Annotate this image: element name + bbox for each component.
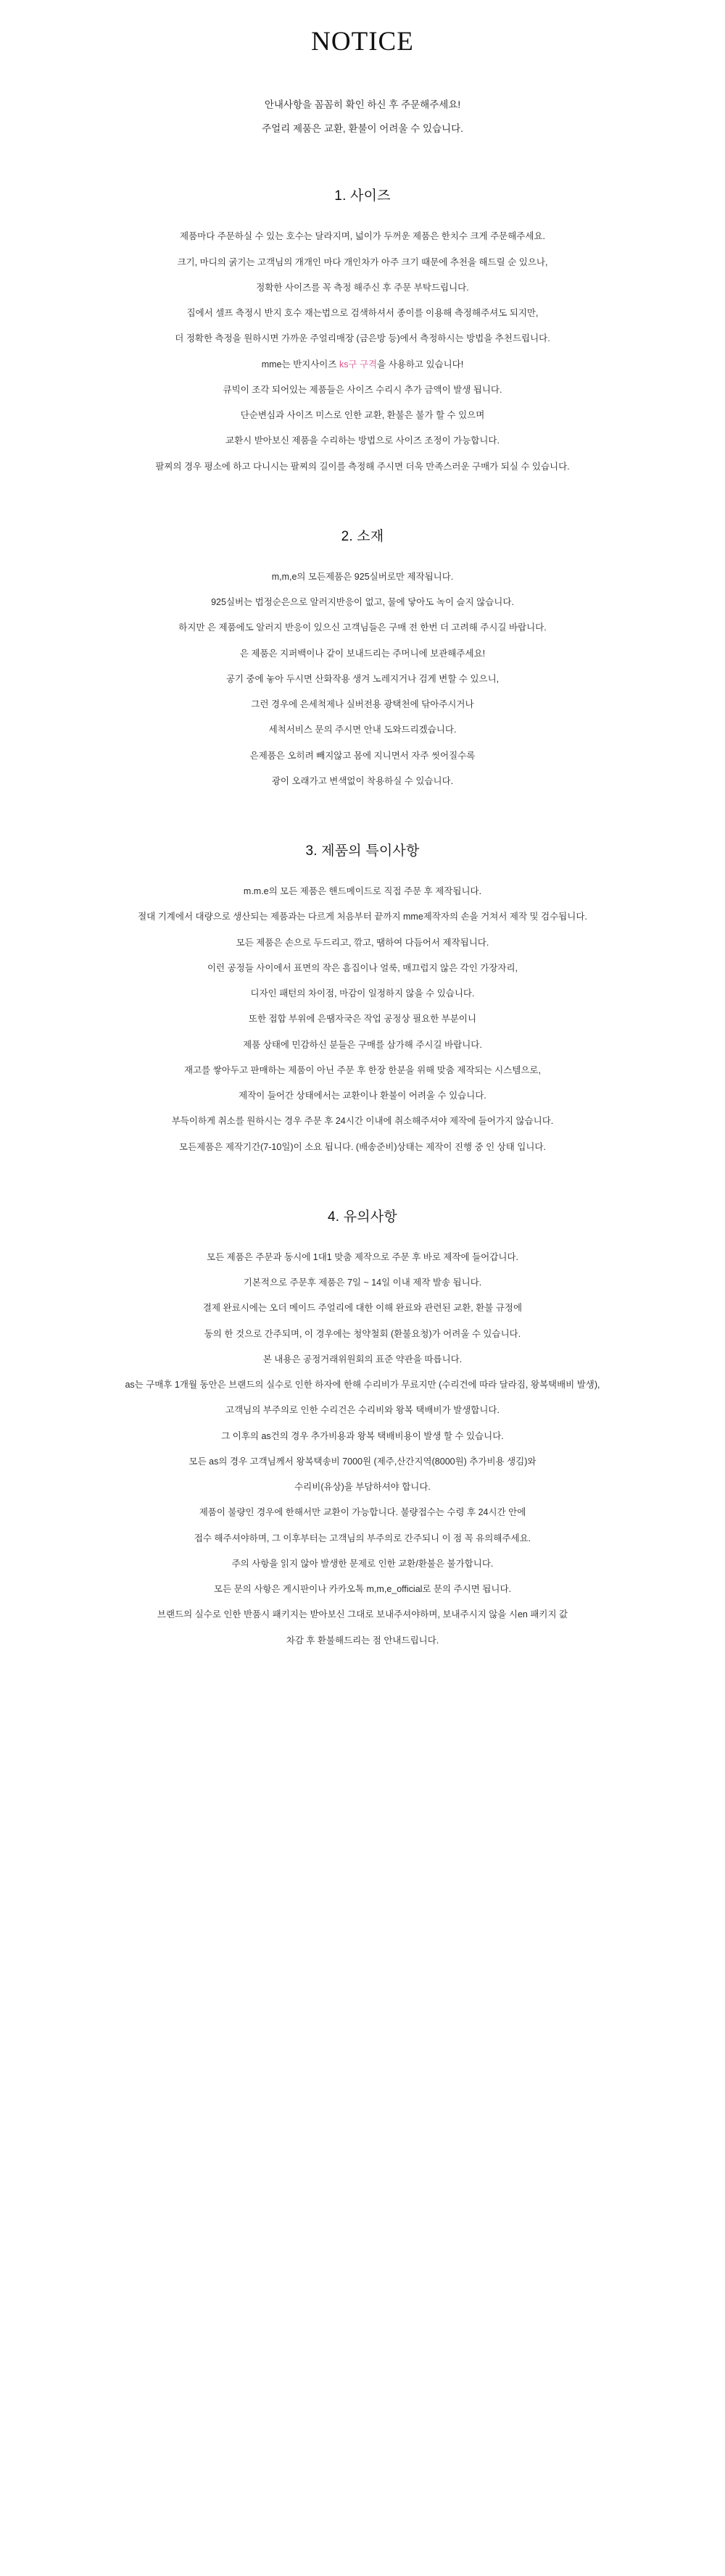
section-material-heading: 2. 소재 (341, 528, 384, 544)
section-caution-line-5: 본 내용은 공정거래위원회의 표준 약관을 따릅니다. (262, 1354, 463, 1364)
section-material-line-9: 광이 오래가고 변색없이 착용하실 수 있습니다. (271, 775, 454, 786)
section-caution-line-6: as는 구매후 1개월 동안은 브랜드의 실수로 인한 하자에 한해 수리비가 무료지만 (수리건에 따라 달라짐, 왕복택배비 발생), (125, 1380, 600, 1390)
page-title: NOTICE (311, 27, 414, 57)
section-size-highlight-line (0, 357, 725, 372)
section-material-line-8: 은제품은 오히려 빼지않고 몸에 지니면서 자주 씻어질수록 (249, 750, 476, 761)
section-size-line-1: 제품마다 주문하실 수 있는 호수는 달라지며, 넓이가 두꺼운 제품은 한치수 크게 주문해주세요. (180, 231, 545, 242)
section-size-line-7: 단순변심과 사이즈 미스로 인한 교환, 환불은 불가 할 수 있으며 (240, 410, 485, 420)
section-caution-heading: 4. 유의사항 (328, 1209, 397, 1225)
section-caution-line-4: 동의 한 것으로 간주되며, 이 경우에는 청약철회 (환불요청)가 어려울 수 있습니다. (204, 1328, 521, 1339)
highlight-suffix: 을 사용하고 있습니다! (377, 359, 464, 370)
intro-line-1: 안내사항을 꼼꼼히 확인 하신 후 주문해주세요! (264, 99, 461, 110)
section-material-line-7: 세척서비스 문의 주시면 안내 도와드리겠습니다. (268, 725, 457, 735)
section-material-line-3: 하지만 은 제품에도 알러지 반응이 있으신 고객님들은 구매 전 한번 더 고려해 주시길 바랍니다. (178, 622, 547, 633)
section-features-line-6: 또한 접합 부위에 은땜자국은 작업 공정상 필요한 부분이니 (248, 1014, 477, 1025)
section-size-line-4: 집에서 셀프 측정시 반지 호수 재는법으로 검색하셔서 종이를 이용해 측정해주셔도 되지만, (186, 308, 539, 318)
section-caution (0, 1206, 725, 1648)
section-size-line-2: 크기, 마디의 굵기는 고객님의 개개인 마다 개인차가 아주 크기 때문에 추천을 해드릴 순 있으나, (177, 257, 548, 267)
section-features-line-5: 디자인 패턴의 차이점, 마감이 일정하지 않을 수 있습니다. (250, 988, 475, 999)
section-size (0, 185, 725, 475)
section-caution-line-7: 고객님의 부주의로 인한 수리건은 수리비와 왕복 택배비가 발생합니다. (225, 1405, 500, 1416)
section-caution-line-1: 모든 제품은 주문과 동시에 1대1 맞춤 제작으로 주문 후 바로 제작에 들어갑니다. (207, 1251, 518, 1262)
section-caution-body (0, 1250, 725, 1648)
section-size-line-9: 팔찌의 경우 평소에 하고 다니시는 팔찌의 길이를 측정해 주시면 더욱 만족스러운 구매가 되실 수 있습니다. (155, 461, 570, 472)
section-features-line-1: m.m.e의 모든 제품은 핸드메이드로 직접 주문 후 제작됩니다. (243, 886, 482, 896)
section-caution-line-13: 주의 사항을 읽지 않아 발생한 문제로 인한 교환/환불은 불가합니다. (231, 1558, 494, 1569)
highlight-prefix: mme는 반지사이즈 (261, 359, 339, 370)
section-features-line-3: 모든 제품은 손으로 두드리고, 깎고, 땜하여 다듬어서 제작됩니다. (236, 937, 489, 948)
section-size-line-8: 교환시 받아보신 제품을 수리하는 방법으로 사이즈 조정이 가능합니다. (225, 435, 500, 446)
section-caution-line-2: 기본적으로 주문후 제품은 7일 ~ 14일 이내 제작 발송 됩니다. (243, 1277, 482, 1288)
intro-block (0, 96, 725, 137)
section-features-line-8: 재고를 쌓아두고 판매하는 제품이 아닌 주문 후 한장 한분을 위해 맞춤 제작되는 시스템으로, (184, 1064, 541, 1075)
section-features-line-10: 부득이하게 취소를 원하시는 경우 주문 후 24시간 이내에 취소해주셔야 제작에 들어가지 않습니다. (171, 1116, 554, 1127)
section-features (0, 840, 725, 1155)
section-material-line-4: 은 제품은 지퍼백이나 같이 보내드리는 주머니에 보관해주세요! (239, 648, 486, 659)
section-material-line-1: m,m,e의 모든제품은 925실버로만 제작됩니다. (271, 571, 454, 582)
section-features-line-11: 모든제품은 제작기간(7-10일)이 소요 됩니다. (배송준비)상태는 제작이 진행 중 인 상태 입니다. (179, 1141, 546, 1152)
section-material (0, 525, 725, 789)
section-caution-line-15: 브랜드의 실수로 인한 반품시 패키지는 받아보신 그대로 보내주셔야하며, 보내주시지 않을 시en 패키지 값 (157, 1609, 568, 1620)
section-caution-line-16: 차감 후 환불해드리는 점 안내드립니다. (286, 1635, 439, 1646)
section-size-body (0, 229, 725, 475)
section-caution-line-14: 모든 문의 사항은 게시판이나 카카오톡 m,m,e_official로 문의 주시면 됩니다. (213, 1584, 511, 1594)
section-features-heading: 3. 제품의 특이사항 (305, 843, 420, 859)
section-material-line-6: 그런 경우에 은세척제나 실버전용 광택천에 닦아주시거나 (251, 699, 474, 709)
section-features-body (0, 884, 725, 1155)
section-caution-line-12: 접수 해주셔야하며, 그 이후부터는 고객님의 부주의로 간주되니 이 점 꼭 유의해주세요. (194, 1533, 531, 1543)
section-size-heading: 1. 사이즈 (334, 188, 391, 204)
section-features-line-7: 제품 상태에 민감하신 분들은 구매를 삼가해 주시길 바랍니다. (243, 1039, 482, 1050)
section-material-line-5: 공기 중에 놓아 두시면 산화작용 생겨 노레지거나 검게 변할 수 있으니, (225, 673, 500, 684)
section-features-line-9: 제작이 들어간 상태에서는 교환이나 환불이 어려울 수 있습니다. (239, 1091, 486, 1101)
section-caution-line-9: 모든 as의 경우 고객님께서 왕복택송비 7000원 (제주,산간지역(8000원) 추가비용 생김)와 (188, 1456, 536, 1467)
section-size-line-5: 더 정확한 측정을 원하시면 가까운 주얼리매장 (금은방 등)에서 측정하시는 방법을 추천드립니다. (175, 333, 550, 344)
section-material-line-2: 925실버는 법정순은으로 알러지반응이 없고, 물에 닿아도 녹이 슬지 않습니다. (211, 597, 514, 607)
bottom-spacer (0, 1648, 725, 1692)
section-features-line-2: 절대 기계에서 대량으로 생산되는 제품과는 다르게 처음부터 끝까지 mme제작자의 손을 거쳐서 제작 및 검수됩니다. (138, 912, 587, 922)
intro-line-2: 주얼리 제품은 교환, 환불이 어려울 수 있습니다. (262, 122, 463, 134)
section-size-line-3: 정확한 사이즈를 꼭 측정 해주신 후 주문 부탁드립니다. (256, 282, 469, 293)
section-size-line-6: 큐빅이 조각 되어있는 제품들은 사이즈 수리시 추가 금액이 발생 됩니다. (223, 384, 502, 395)
section-caution-line-8: 그 이후의 as건의 경우 추가비용과 왕복 택배비용이 발생 할 수 있습니다. (221, 1430, 504, 1441)
highlight-text: ks구 구격 (339, 359, 378, 370)
section-caution-line-3: 결제 완료시에는 오더 메이드 주얼리에 대한 이해 완료와 관련된 교환, 환불 규정에 (202, 1303, 523, 1314)
section-caution-line-11: 제품이 불량인 경우에 한해서만 교환이 가능합니다. 불량접수는 수령 후 24시간 안에 (199, 1507, 526, 1518)
section-material-body (0, 570, 725, 789)
section-features-line-4: 이런 공정들 사이에서 표면의 작은 흠집이나 얼룩, 매끄럽지 않은 각인 가장자리, (207, 962, 518, 973)
section-caution-line-10: 수리비(유상)을 부담하셔야 합니다. (294, 1482, 431, 1492)
